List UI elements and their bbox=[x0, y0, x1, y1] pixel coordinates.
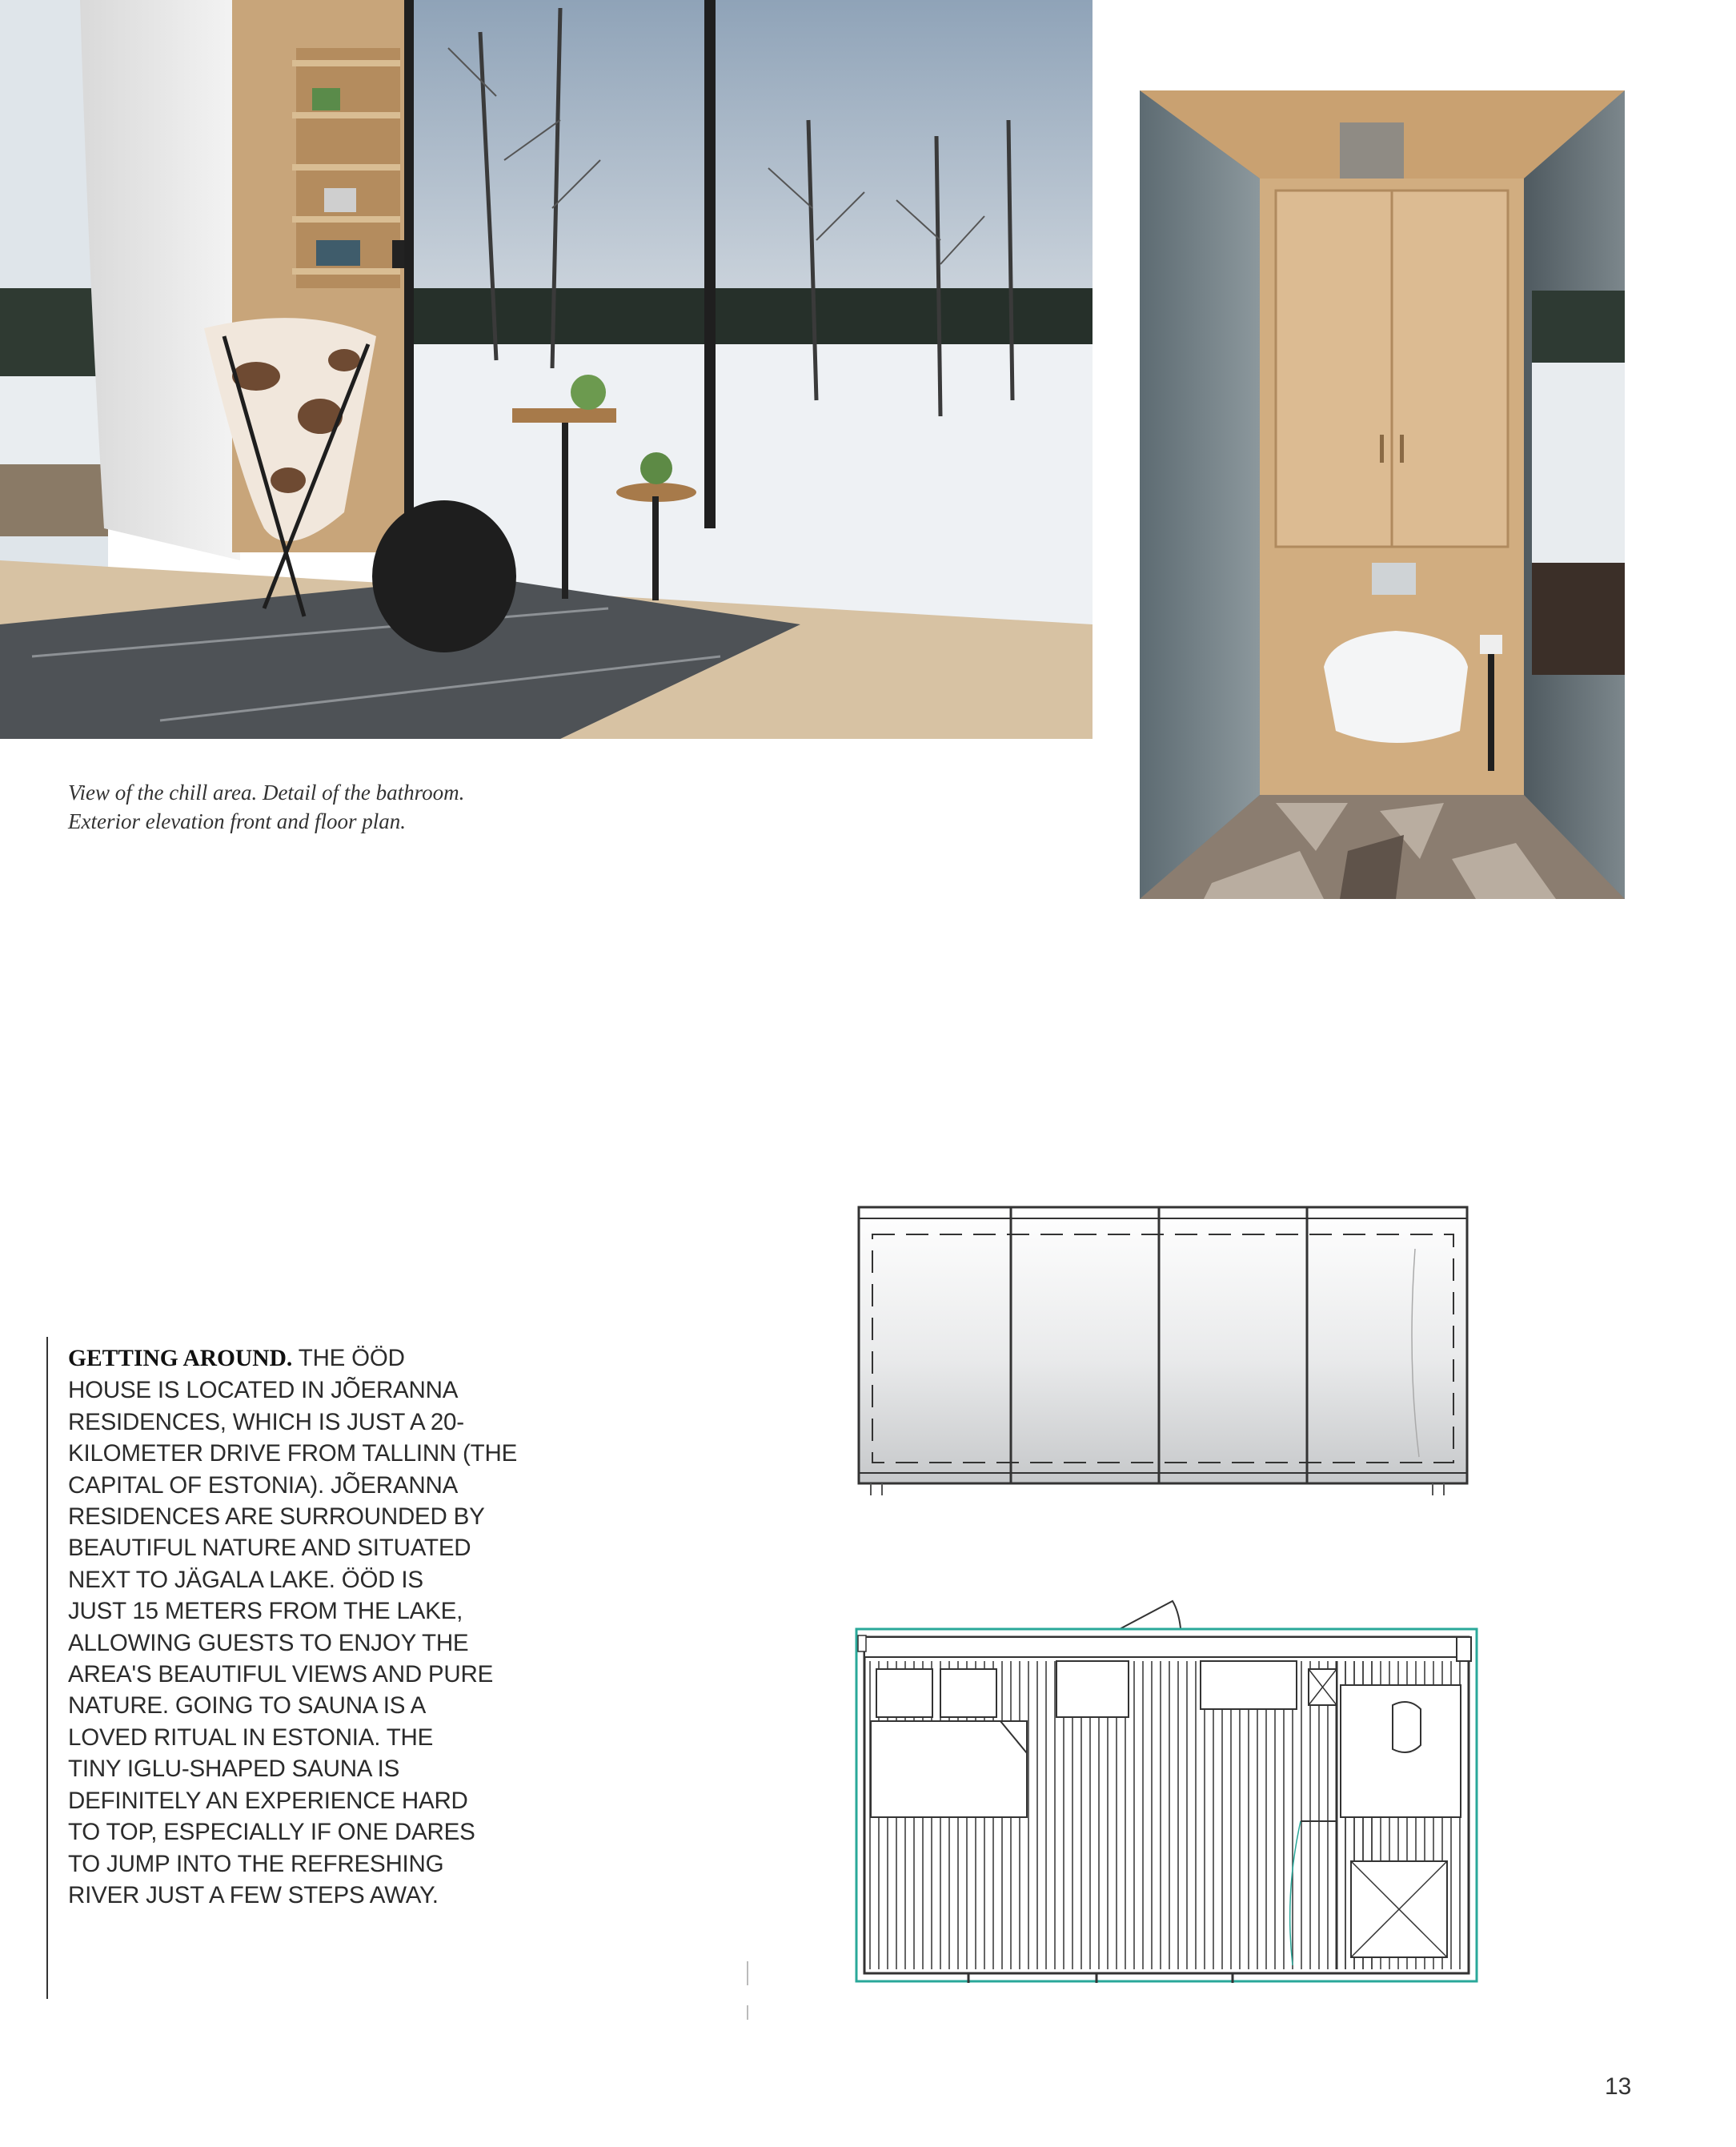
article-rule bbox=[46, 1337, 48, 1999]
article-line: NATURE. GOING TO SAUNA IS A bbox=[68, 1692, 427, 1720]
article-line: ALLOWING GUESTS TO ENJOY THE bbox=[68, 1629, 469, 1656]
article-line: KILOMETER DRIVE FROM TALLINN (THE bbox=[68, 1440, 518, 1467]
chill-area-photo bbox=[0, 0, 1093, 739]
article-line: THE ÖÖD bbox=[292, 1345, 405, 1371]
article-line: CAPITAL OF ESTONIA). JÕERANNA bbox=[68, 1471, 459, 1499]
article-line: LOVED RITUAL IN ESTONIA. THE bbox=[68, 1724, 434, 1751]
article-body bbox=[68, 1342, 580, 1911]
article-line: TO TOP, ESPECIALLY IF ONE DARES bbox=[68, 1819, 475, 1846]
article-lead: GETTING AROUND. bbox=[68, 1346, 293, 1371]
fold-mark bbox=[747, 2005, 748, 2020]
bathroom-photo bbox=[1140, 90, 1625, 899]
page-number: 13 bbox=[1605, 2073, 1632, 2100]
article-line: JUST 15 METERS FROM THE LAKE, bbox=[68, 1598, 463, 1625]
article-line: AREA'S BEAUTIFUL VIEWS AND PURE bbox=[68, 1661, 494, 1688]
article-line: TINY IGLU-SHAPED SAUNA IS bbox=[68, 1756, 400, 1783]
fold-mark bbox=[747, 1961, 748, 1985]
article-line: TO JUMP INTO THE REFRESHING bbox=[68, 1850, 444, 1877]
article-line: RESIDENCES, WHICH IS JUST A 20- bbox=[68, 1408, 464, 1435]
floor-plan-drawing bbox=[848, 1581, 1481, 1997]
article-line: HOUSE IS LOCATED IN JÕERANNA bbox=[68, 1377, 459, 1404]
caption-line-2: Exterior elevation front and floor plan. bbox=[68, 809, 406, 833]
article-first-line bbox=[68, 1342, 580, 1374]
photo-caption bbox=[68, 778, 628, 836]
article-line: NEXT TO JÄGALA LAKE. ÖÖD IS bbox=[68, 1566, 423, 1593]
exterior-elevation-drawing bbox=[855, 1201, 1471, 1505]
article-line: BEAUTIFUL NATURE AND SITUATED bbox=[68, 1535, 471, 1562]
article-line: RIVER JUST A FEW STEPS AWAY. bbox=[68, 1881, 439, 1908]
article-line: RESIDENCES ARE SURROUNDED BY bbox=[68, 1503, 485, 1531]
caption-line-1: View of the chill area. Detail of the bathroom. bbox=[68, 781, 465, 805]
article-line: DEFINITELY AN EXPERIENCE HARD bbox=[68, 1787, 468, 1814]
